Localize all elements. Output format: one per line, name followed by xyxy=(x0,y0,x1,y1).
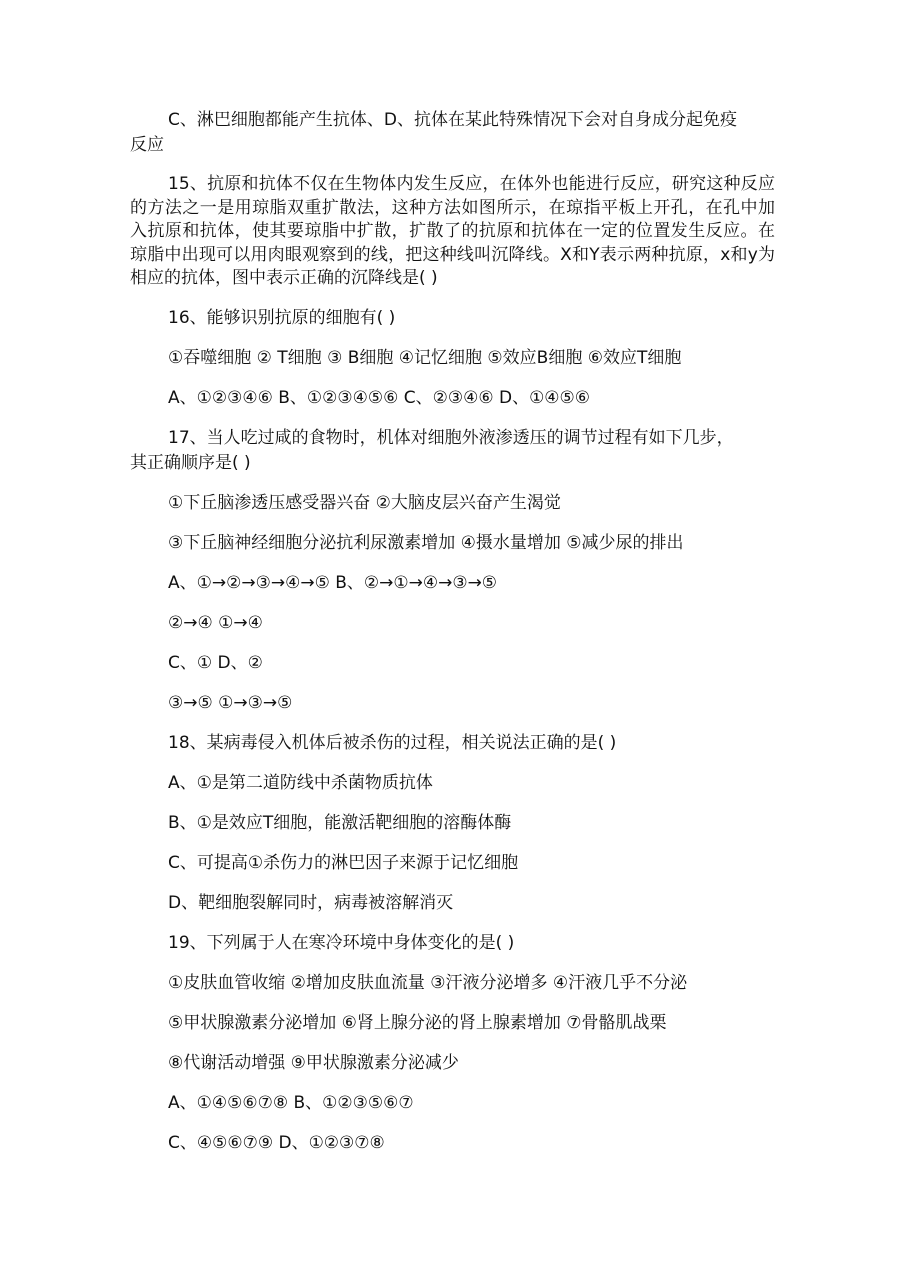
q17-options-line: ②→④ ①→④ xyxy=(168,612,263,633)
q18-option-d: D、靶细胞裂解同时，病毒被溶解消灭 xyxy=(168,892,454,913)
q19-items-line: ①皮肤血管收缩 ②增加皮肤血流量 ③汗液分泌增多 ④汗液几乎不分泌 xyxy=(168,972,688,993)
q17-items-line: ①下丘脑渗透压感受器兴奋 ②大脑皮层兴奋产生渴觉 xyxy=(168,492,561,513)
q16-items: ①吞噬细胞 ② T细胞 ③ B细胞 ④记忆细胞 ⑤效应B细胞 ⑥效应T细胞 xyxy=(168,347,682,368)
document-page xyxy=(130,108,775,1156)
q17-options-line: C、① D、② xyxy=(168,652,263,673)
q18-question-stem: 18、某病毒侵入机体后被杀伤的过程，相关说法正确的是( ) xyxy=(168,732,617,753)
q19-items-line: ⑤甲状腺激素分泌增加 ⑥肾上腺分泌的肾上腺素增加 ⑦骨骼肌战栗 xyxy=(168,1012,667,1033)
q18-option-c: C、可提高①杀伤力的淋巴因子来源于记忆细胞 xyxy=(168,852,519,873)
q14-option-line: C、淋巴细胞都能产生抗体、D、抗体在某此特殊情况下会对自身成分起免疫 xyxy=(168,110,737,130)
q17-options-line: ③→⑤ ①→③→⑤ xyxy=(168,692,293,713)
q17-question-stem-continued: 其正确顺序是( ) xyxy=(130,452,251,473)
q16-question-stem: 16、能够识别抗原的细胞有( ) xyxy=(168,307,396,328)
q18-option-a: A、①是第二道防线中杀菌物质抗体 xyxy=(168,772,433,793)
q19-question-stem: 19、下列属于人在寒冷环境中身体变化的是( ) xyxy=(168,932,515,953)
q18-option-b: B、①是效应T细胞，能激活靶细胞的溶酶体酶 xyxy=(168,812,512,833)
q17-items-line: ③下丘脑神经细胞分泌抗利尿激素增加 ④摄水量增加 ⑤减少尿的排出 xyxy=(168,532,684,553)
q19-options-line: A、①④⑤⑥⑦⑧ B、①②③⑤⑥⑦ xyxy=(168,1092,414,1113)
q19-options-line: C、④⑤⑥⑦⑨ D、①②③⑦⑧ xyxy=(168,1132,385,1153)
q16-options: A、①②③④⑥ B、①②③④⑤⑥ C、②③④⑥ D、①④⑤⑥ xyxy=(168,387,591,408)
q17-options-line: A、①→②→③→④→⑤ B、②→①→④→③→⑤ xyxy=(168,572,498,593)
q15-question-text: 15、抗原和抗体不仅在生物体内发生反应，在体外也能进行反应，研究这种反应的方法之一是用琼脂双重扩散法，这种方法如图所示，在琼指平板上开孔，在孔中加入抗原和抗体，使其要琼脂中扩散，扩散了的抗原和抗体在一定的位置发生反应。在琼脂中出现可以用肉眼观察到的线，把这种线叫沉降线。X和Y表示两种抗原，x和y为相应的抗体，图中表示正确的沉降线是( ) xyxy=(130,174,775,288)
q14-option-line-continued: 反应 xyxy=(130,135,164,155)
q19-items-line: ⑧代谢活动增强 ⑨甲状腺激素分泌减少 xyxy=(168,1052,459,1073)
q17-question-stem: 17、当人吃过咸的食物时，机体对细胞外液渗透压的调节过程有如下几步， xyxy=(168,427,734,448)
